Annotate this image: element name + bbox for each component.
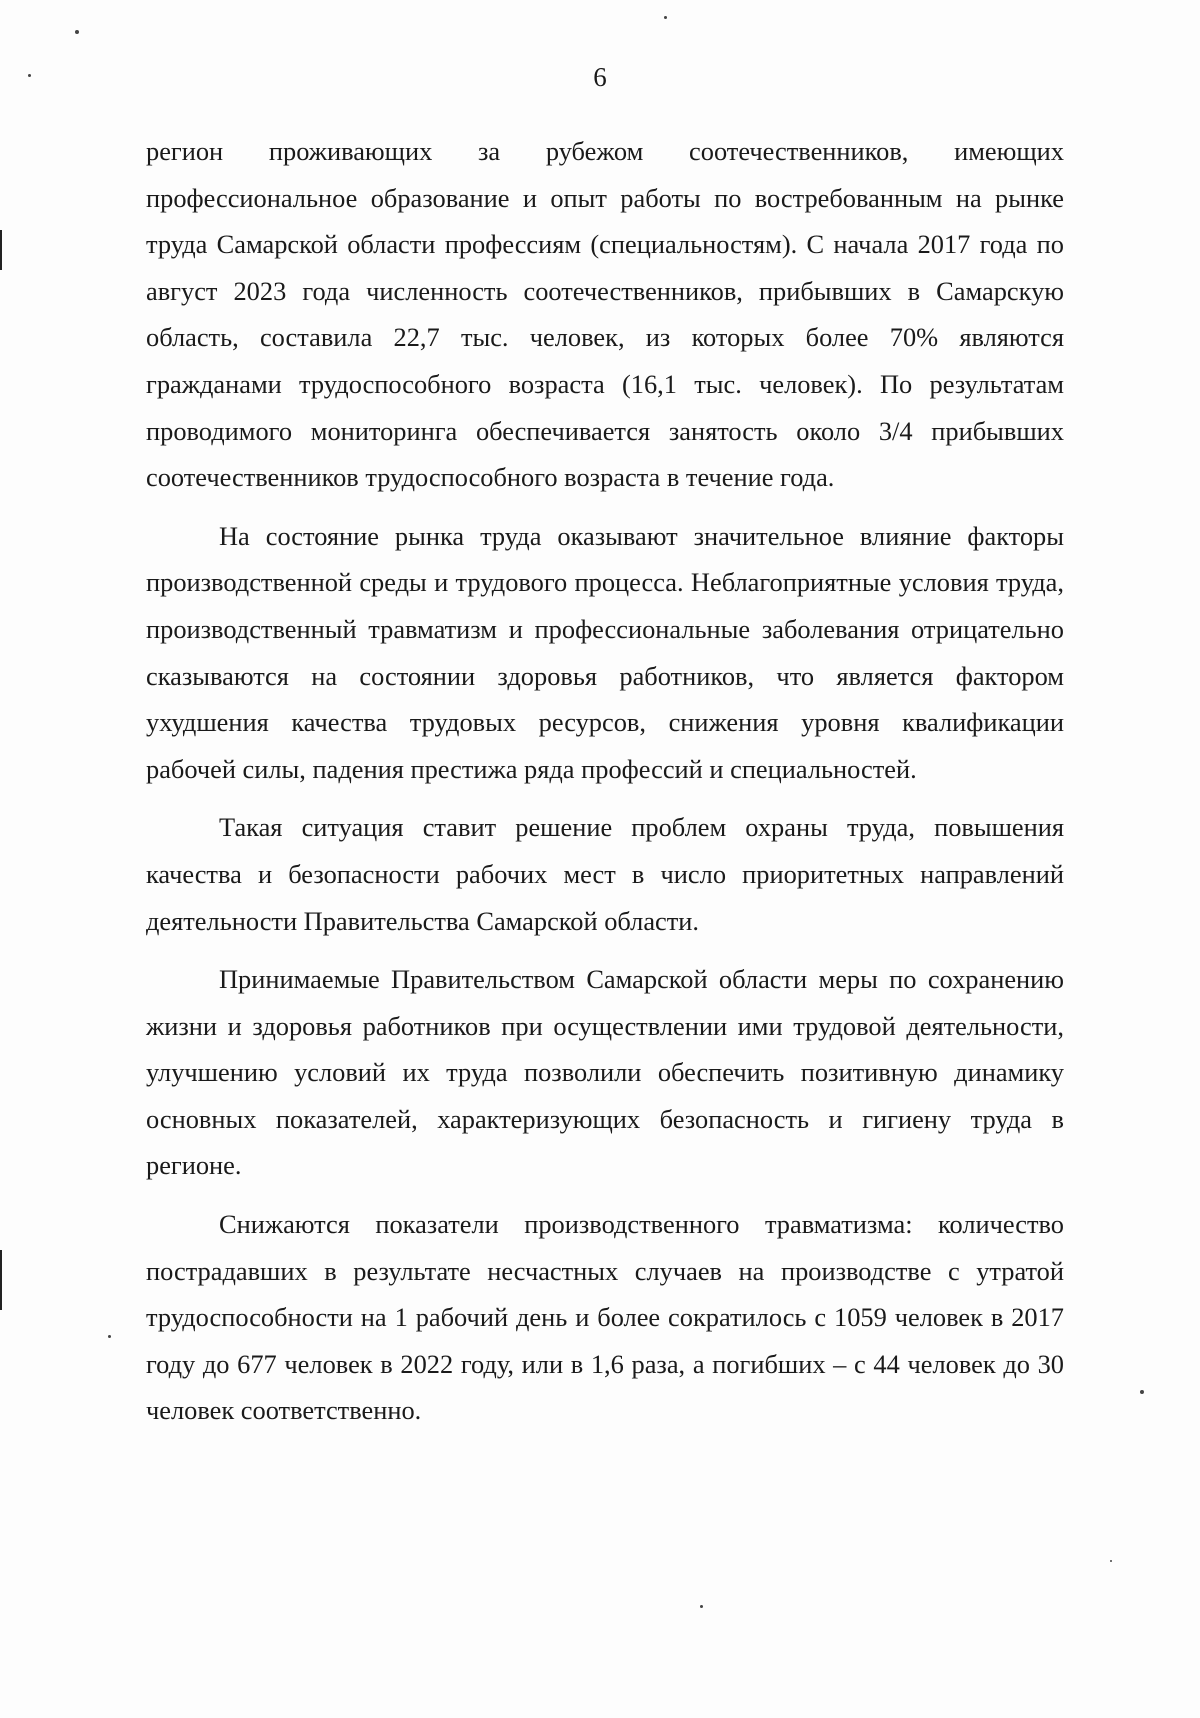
paragraph-2: На состояние рынка труда оказывают значительное влияние факторы производственной среды и трудового процесса. Неблагоприятные условия труда, производственный травматизм и профессиональные заболевания отрицательно сказываются на состоянии здоровья работников, что является фактором ухудшения качества трудовых ресурсов, снижения уровня квалификации рабочей силы, падения престижа ряда профессий и специальностей. <box>146 520 1064 784</box>
scan-edge-mark <box>0 1250 2 1310</box>
paragraph-4: Принимаемые Правительством Самарской области меры по сохранению жизни и здоровья работников при осуществлении ими трудовой деятельности, улучшению условий их труда позволили обеспечить позитивную динамику основных показателей, характеризующих безопасность и гигиену труда в регионе. <box>146 964 1064 1181</box>
paragraph-1: регион проживающих за рубежом соотечественников, имеющих профессиональное образование и опыт работы по востребованным на рынке труда Самарской области профессиям (специальностям). С начала 2017 года по август 2023 года численность соотечественников, прибывших в Самарскую область, составила 22,7 тыс. человек, из которых более 70% являются гражданами трудоспособного возраста (16,1 тыс. человек). По результатам проводимого мониторинга обеспечивается занятость около 3/4 прибывших соотечественников трудоспособного возраста в течение года. <box>146 136 1064 493</box>
page-number: 6 <box>593 62 607 92</box>
scan-speck <box>664 16 667 19</box>
document-body <box>146 128 1064 1446</box>
scan-speck <box>75 30 79 34</box>
scan-speck <box>1140 1390 1144 1394</box>
paragraph-3: Такая ситуация ставит решение проблем охраны труда, повышения качества и безопасности рабочих мест в число приоритетных направлений деятельности Правительства Самарской области. <box>146 812 1064 936</box>
scan-speck <box>108 1335 111 1338</box>
paragraph-5: Снижаются показатели производственного травматизма: количество пострадавших в результате несчастных случаев на производстве с утратой трудоспособности на 1 рабочий день и более сократилось с 1059 человек в 2017 году до 677 человек в 2022 году, или в 1,6 раза, а погибших – с 44 человек до 30 человек соответственно. <box>146 1209 1064 1426</box>
scan-speck <box>1110 1560 1112 1562</box>
scan-speck <box>700 1605 703 1608</box>
scan-edge-mark <box>0 230 2 270</box>
